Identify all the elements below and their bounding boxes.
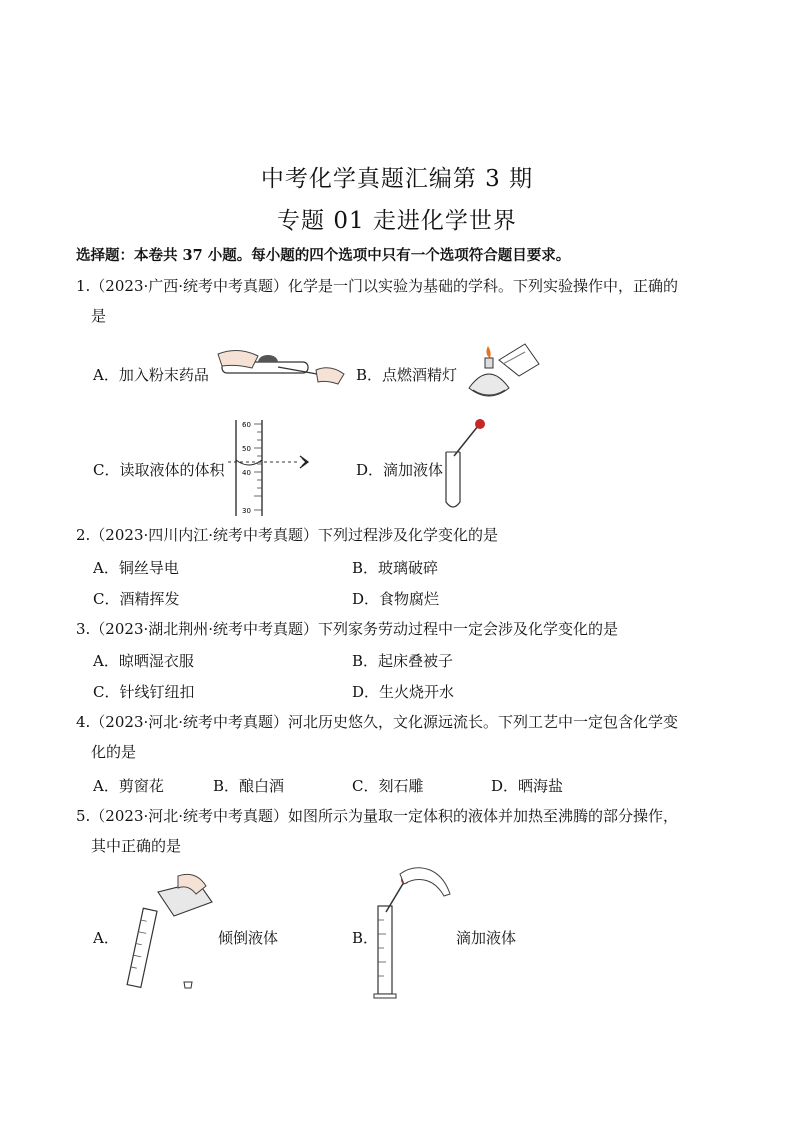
question-5-option-a-caption: 倾倒液体 [218,929,279,947]
question-5-option-a[interactable]: A． [93,929,119,947]
question-4-option-d[interactable]: D．晒海盐 [491,777,564,795]
question-1-stem-line2: 是 [91,307,107,325]
tick-label-40: 40 [242,469,251,477]
question-2-option-c[interactable]: C．酒精挥发 [93,590,180,608]
graduated-cylinder-reading-illustration [228,418,318,518]
question-1-option-a[interactable]: A．加入粉末药品 [93,366,209,384]
question-1 [76,271,716,331]
question-4-stem-line2: 化的是 [91,743,137,761]
question-2-option-a[interactable]: A．铜丝导电 [93,559,179,577]
question-3-option-c[interactable]: C．针线钉纽扣 [93,683,195,701]
question-2-option-b[interactable]: B．玻璃破碎 [352,559,439,577]
question-2 [76,520,716,550]
page-title-line2: 专题 01 走进化学世界 [277,208,517,234]
question-3-option-d[interactable]: D．生火烧开水 [352,683,455,701]
question-1-option-d[interactable]: D．滴加液体 [356,461,444,479]
question-1-stem-line1: 1.（2023·广西·统考中考真题）化学是一门以实验为基础的学科。下列实验操作中，正确的 [76,277,679,295]
page-title-line1: 中考化学真题汇编第 3 期 [260,166,534,192]
question-4-option-c[interactable]: C．刻石雕 [352,777,424,795]
question-5-option-b-caption: 滴加液体 [456,929,517,947]
question-4 [76,707,716,767]
section-instructions: 选择题：本卷共 37 小题。每小题的四个选项中只有一个选项符合题目要求。 [76,247,571,264]
alcohol-lamp-illustration [463,338,543,408]
question-3-option-a[interactable]: A．晾晒湿衣服 [93,652,194,670]
question-2-option-d[interactable]: D．食物腐烂 [352,590,440,608]
question-5-stem-line2: 其中正确的是 [91,837,182,855]
question-4-option-b[interactable]: B．酿白酒 [213,777,285,795]
question-4-option-a[interactable]: A．剪窗花 [93,777,164,795]
question-2-stem: 2.（2023·四川内江·统考中考真题）下列过程涉及化学变化的是 [76,526,499,544]
question-1-option-c[interactable]: C．读取液体的体积 [93,461,225,479]
dropper-bulb-icon [475,419,485,429]
question-3-option-b[interactable]: B．起床叠被子 [352,652,454,670]
tick-label-50: 50 [242,445,251,453]
dropper-into-tube-illustration [440,418,500,518]
question-3 [76,614,716,644]
question-3-stem: 3.（2023·湖北荆州·统考中考真题）下列家务劳动过程中一定会涉及化学变化的是 [76,620,619,638]
eye-icon [300,456,308,468]
question-4-stem-line1: 4.（2023·河北·统考中考真题）河北历史悠久，文化源远流长。下列工艺中一定包含化学变 [76,713,679,731]
tick-label-30: 30 [242,507,251,515]
dropping-liquid-illustration [374,866,454,1001]
question-5 [76,801,716,861]
pouring-liquid-illustration [118,874,218,999]
question-1-option-b[interactable]: B．点燃酒精灯 [356,366,458,384]
powder-into-tube-illustration [218,348,348,388]
question-5-option-b[interactable]: B． [352,929,379,947]
flame-icon [486,346,490,358]
tick-label-60: 60 [242,421,251,429]
question-5-stem-line1: 5.（2023·河北·统考中考真题）如图所示为量取一定体积的液体并加热至沸腾的部分操作， [76,807,679,825]
